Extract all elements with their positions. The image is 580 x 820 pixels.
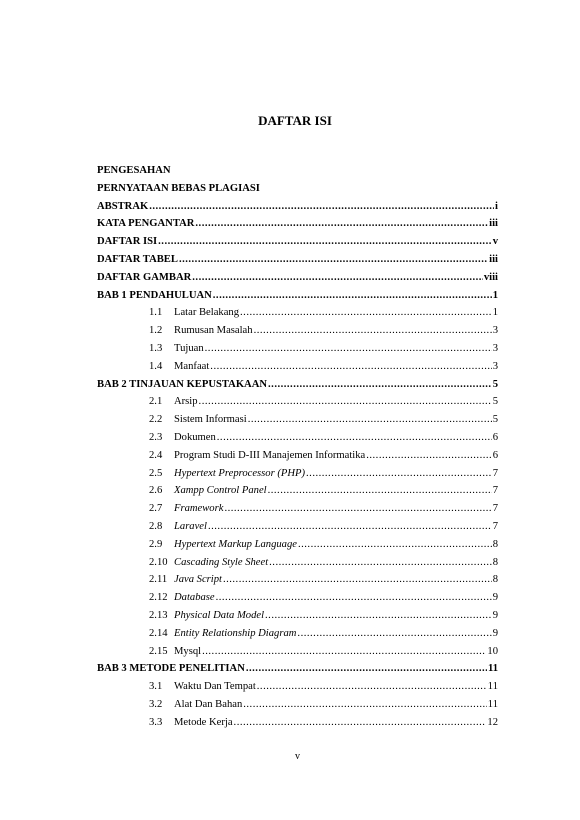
toc-entry-page: v (492, 236, 498, 248)
toc-entry-page: 10 (487, 645, 498, 657)
toc-entry-page: viii (483, 271, 498, 283)
toc-entry-page: 8 (492, 556, 498, 568)
dot-leader (213, 287, 492, 305)
toc-entry[interactable] (97, 465, 498, 483)
toc-entry-title: Manfaat (174, 360, 210, 372)
toc-entry-page: 9 (492, 592, 498, 604)
toc-entry-number: 2.8 (149, 520, 163, 532)
dot-leader (179, 251, 488, 269)
toc-entry-page: 5 (492, 396, 498, 408)
dot-leader (210, 358, 491, 376)
dot-leader (158, 233, 492, 251)
dot-leader (224, 500, 491, 518)
toc-entry-number: 2.3 (149, 431, 163, 443)
toc-entry-number: 2.2 (149, 414, 163, 426)
dot-leader (192, 269, 483, 287)
toc-entry-page: 6 (492, 449, 498, 461)
toc-entry[interactable] (97, 554, 498, 572)
toc-entry[interactable] (97, 340, 498, 358)
toc-entry-page: 3 (492, 325, 498, 337)
toc-entry[interactable] (97, 589, 498, 607)
page-number: v (295, 751, 300, 762)
dot-leader (257, 678, 487, 696)
toc-entry-title: Entity Relationship Diagram (174, 627, 297, 639)
dot-leader (199, 393, 492, 411)
toc-entry-title: Xampp Control Panel (174, 485, 267, 497)
toc-entry-title: DAFTAR TABEL (97, 253, 178, 265)
toc-entry-number: 1.3 (149, 342, 163, 354)
toc-entry-title: Cascading Style Sheet (174, 556, 269, 568)
toc-entry-number: 2.13 (149, 609, 168, 621)
dot-leader (149, 198, 494, 216)
toc-entry-page: 11 (487, 663, 498, 675)
toc-entry[interactable] (97, 180, 498, 198)
toc-entry-title: Database (174, 592, 215, 604)
toc-entry-number: 2.11 (149, 574, 168, 586)
toc-entry-page: 1 (492, 307, 498, 319)
dot-leader (208, 518, 492, 536)
toc-entry-number: 2.5 (149, 467, 163, 479)
toc-entry-page: 9 (492, 627, 498, 639)
dot-leader (202, 643, 486, 661)
dot-leader (297, 625, 491, 643)
toc-entry[interactable] (97, 696, 498, 714)
toc-entry-number: 2.7 (149, 503, 163, 515)
toc-entry-title: Program Studi D-III Manajemen Informatika (174, 449, 366, 461)
toc-entry-title: Dokumen (174, 431, 216, 443)
toc-entry-page: 8 (492, 574, 498, 586)
toc-entry[interactable] (97, 376, 498, 394)
toc-entry-title: Hypertext Markup Language (174, 538, 297, 550)
toc-entry-title: Framework (174, 503, 224, 515)
toc-entry[interactable] (97, 304, 498, 322)
dot-leader (205, 340, 492, 358)
dot-leader (217, 429, 492, 447)
toc-entry[interactable] (97, 625, 498, 643)
toc-entry-title: Alat Dan Bahan (174, 698, 243, 710)
toc-entry-title: BAB 1 PENDAHULUAN (97, 289, 212, 301)
dot-leader (298, 536, 492, 554)
toc-entry-title: BAB 2 TINJAUAN KEPUSTAKAAN (97, 378, 268, 390)
dot-leader (265, 607, 492, 625)
toc-entry-page: iii (489, 253, 498, 265)
toc-entry[interactable] (97, 162, 498, 180)
toc-entry-title: ABSTRAK (97, 200, 149, 212)
toc-entry-page: 7 (492, 503, 498, 515)
dot-leader (366, 447, 491, 465)
toc-entry-number: 2.10 (149, 556, 168, 568)
toc-entry-title: Waktu Dan Tempat (174, 681, 256, 693)
toc-entry-number: 2.15 (149, 645, 168, 657)
toc-entry-number: 2.9 (149, 538, 163, 550)
toc-entry-number: 3.1 (149, 681, 163, 693)
dot-leader (216, 589, 492, 607)
toc-entry-title: Hypertext Preprocessor (PHP) (174, 467, 306, 479)
dot-leader (306, 465, 492, 483)
toc-entry-title: Sistem Informasi (174, 414, 247, 426)
toc-entry[interactable] (97, 198, 498, 216)
toc-entry-page: 5 (492, 378, 498, 390)
toc-entry-page: 7 (492, 485, 498, 497)
toc-entry-title: BAB 3 METODE PENELITIAN (97, 663, 245, 675)
toc-entry-page: 11 (487, 698, 498, 710)
dot-leader (246, 660, 487, 678)
toc-entry[interactable] (97, 482, 498, 500)
toc-entry-title: Tujuan (174, 342, 204, 354)
toc-entry-page: 8 (492, 538, 498, 550)
dot-leader (240, 304, 492, 322)
toc-entry-number: 2.4 (149, 449, 163, 461)
toc-entry-title: Physical Data Model (174, 609, 265, 621)
toc-entry-title: Metode Kerja (174, 716, 233, 728)
toc-entry-page: 3 (492, 342, 498, 354)
toc-entry-page: iii (489, 218, 498, 230)
toc-entry[interactable] (97, 215, 498, 233)
toc-entry-number: 2.14 (149, 627, 168, 639)
toc-entry-page: 7 (492, 467, 498, 479)
toc-entry[interactable] (97, 287, 498, 305)
toc-entry[interactable] (97, 571, 498, 589)
toc-entry-title: Rumusan Masalah (174, 325, 253, 337)
toc-entry[interactable] (97, 251, 498, 269)
toc-entry[interactable] (97, 393, 498, 411)
toc-entry[interactable] (97, 500, 498, 518)
toc-entry[interactable] (97, 714, 498, 732)
toc-entry-number: 2.1 (149, 396, 163, 408)
toc-entry-title: Laravel (174, 520, 207, 532)
toc-entry-title: DAFTAR ISI (97, 236, 158, 248)
page-title: DAFTAR ISI (258, 113, 332, 128)
toc-entry-page: 12 (487, 716, 498, 728)
toc-entry[interactable] (97, 358, 498, 376)
toc-entry[interactable] (97, 233, 498, 251)
toc-entry-number: 1.1 (149, 307, 163, 319)
toc-entry-title: KATA PENGANTAR (97, 218, 195, 230)
toc-entry[interactable] (97, 518, 498, 536)
dot-leader (269, 554, 492, 572)
toc-entry[interactable] (97, 269, 498, 287)
toc-entry-number: 3.2 (149, 698, 163, 710)
toc-entry[interactable] (97, 607, 498, 625)
toc-entry[interactable] (97, 411, 498, 429)
dot-leader (243, 696, 487, 714)
toc-entry[interactable] (97, 429, 498, 447)
toc-entry-page: 9 (492, 609, 498, 621)
toc-entry-number: 3.3 (149, 716, 163, 728)
toc-entry-title: Java Script (174, 574, 222, 586)
dot-leader (254, 322, 492, 340)
dot-leader (223, 571, 492, 589)
toc-entry-number: 1.4 (149, 360, 163, 372)
toc-entry-title: DAFTAR GAMBAR (97, 271, 192, 283)
toc-entry-number: 2.12 (149, 592, 168, 604)
toc-entry-page: 7 (492, 520, 498, 532)
toc-entry[interactable] (97, 447, 498, 465)
dot-leader (268, 376, 492, 394)
toc-entry[interactable] (97, 322, 498, 340)
dot-leader (234, 714, 487, 732)
toc-entry-title: PERNYATAAN BEBAS PLAGIASI (97, 182, 260, 194)
toc-entry-title: Mysql (174, 645, 202, 657)
dot-leader (268, 482, 492, 500)
toc-entry-title: PENGESAHAN (97, 165, 171, 176)
toc-entry-number: 2.6 (149, 485, 163, 497)
toc-entry-page: 6 (492, 431, 498, 443)
dot-leader (248, 411, 492, 429)
table-of-contents (97, 162, 498, 732)
toc-entry-page: 3 (492, 360, 498, 372)
toc-entry-page: 5 (492, 414, 498, 426)
toc-entry-title: Arsip (174, 396, 198, 408)
toc-entry[interactable] (97, 678, 498, 696)
toc-entry-page: i (495, 200, 498, 212)
toc-entry[interactable] (97, 643, 498, 661)
toc-entry-number: 1.2 (149, 325, 163, 337)
toc-entry[interactable] (97, 660, 498, 678)
toc-entry[interactable] (97, 536, 498, 554)
toc-entry-title: Latar Belakang (174, 307, 240, 319)
toc-entry-page: 11 (487, 681, 498, 693)
dot-leader (195, 215, 488, 233)
toc-entry-page: 1 (492, 289, 498, 301)
